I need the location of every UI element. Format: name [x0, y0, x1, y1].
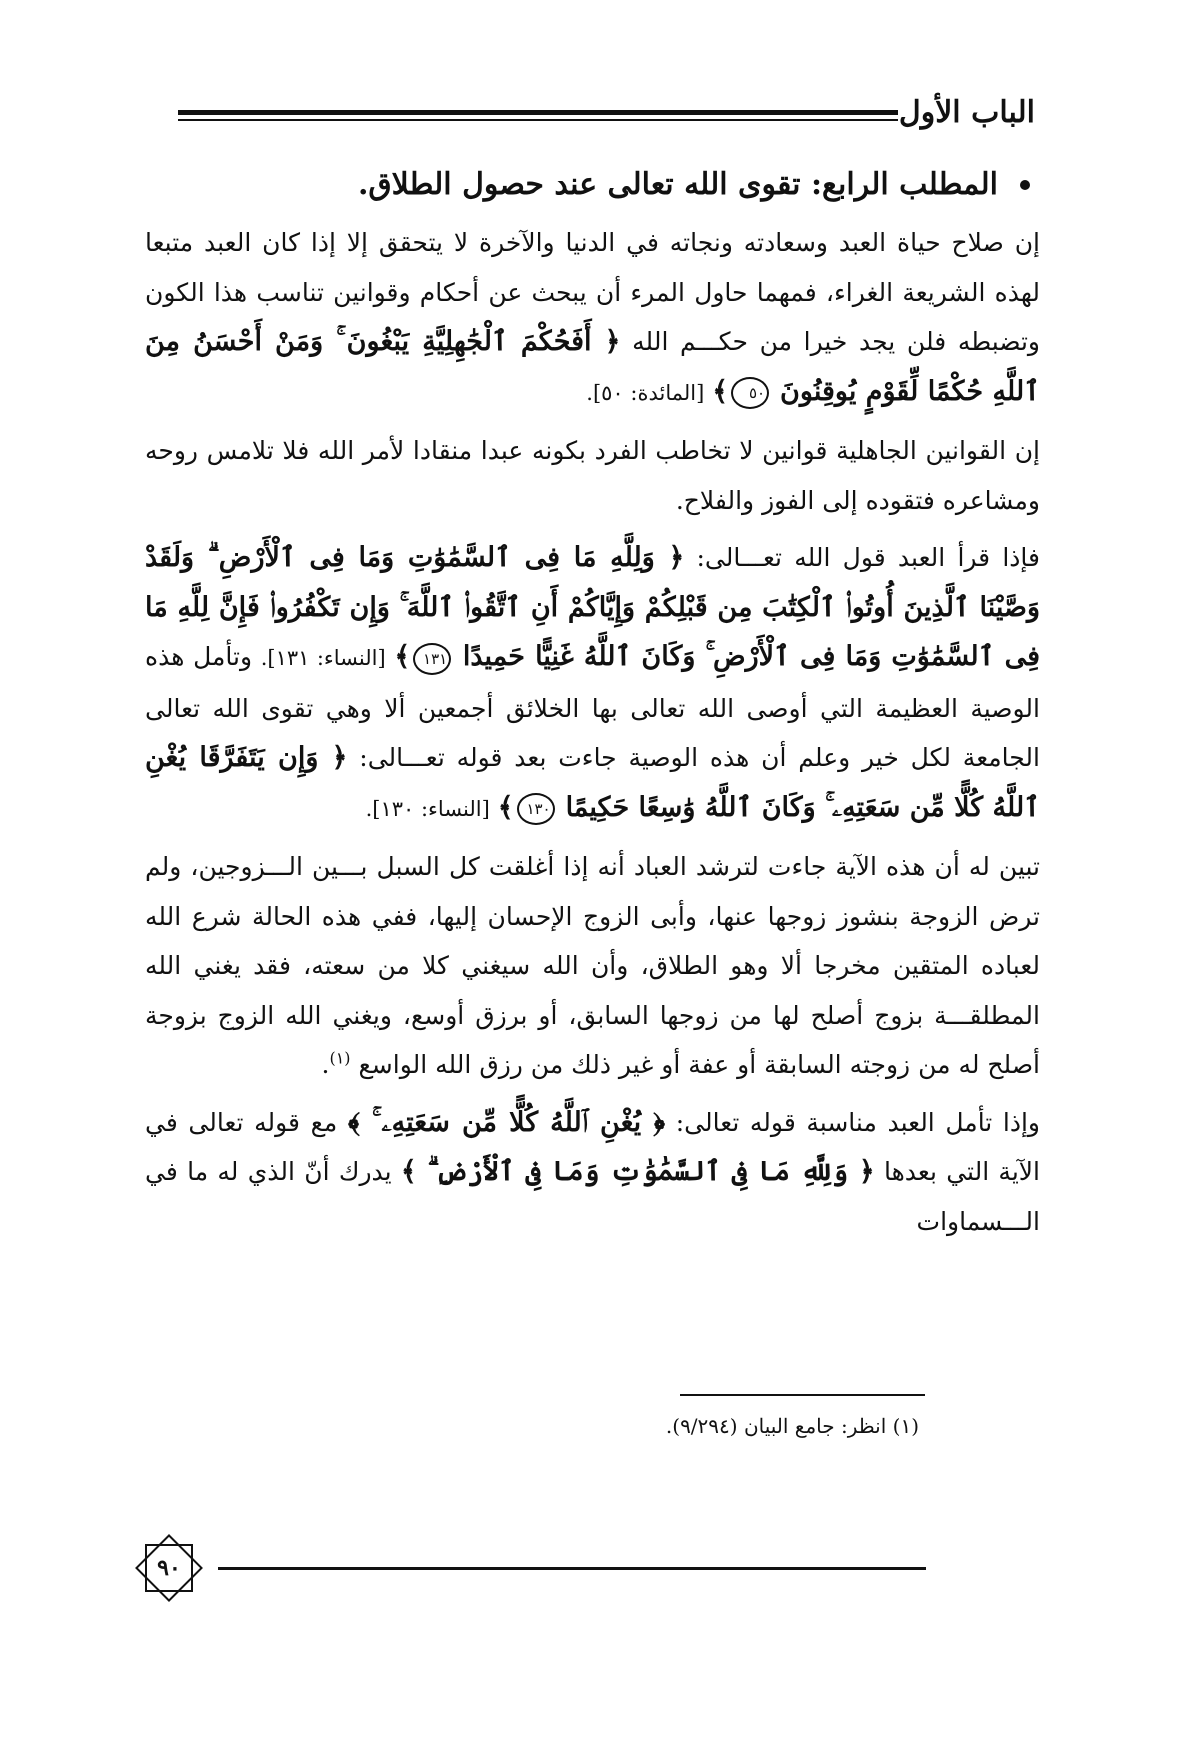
paragraph-3-text-a: فإذا قرأ العبد قول الله تعـــالى: [684, 543, 1040, 572]
paragraph-4-end: . [321, 1050, 330, 1079]
paragraph-1 [145, 218, 1040, 418]
chapter-title: الباب الأول [898, 95, 1035, 130]
verse-reference: [المائدة: ٥٠]. [586, 380, 705, 405]
ayah-number-marker: ٥٠ [731, 377, 769, 409]
verse-reference: [النساء: ١٣١]. [260, 646, 386, 670]
ayah-number-marker: ١٣١ [413, 643, 451, 675]
footnote-marker[interactable]: (١) [329, 1048, 351, 1068]
quran-verse-nisa-130: ﴿ وَإِن يَتَفَرَّقَا يُغْنِ ٱللَّهُ كُلًّا مِّن سَعَتِهِۦ ۚ وَكَانَ ٱللَّهُ وَٰسِعًا حَكِيمًا [145, 742, 1040, 823]
verse-close-bracket: ﴾ [394, 641, 411, 672]
paragraph-2 [145, 426, 1040, 525]
paragraph-5 [145, 1098, 1040, 1247]
paragraph-3 [145, 533, 1040, 834]
paragraph-4-text: تبين له أن هذه الآية جاءت لترشد العباد أنه إذا أغلقت كل السبل بـــين الـــزوجين، ولم ترض الزوجة بنشوز زوجها عنها، وأبى الزوج الإحسان إليها، ففي هذه الحالة شرع الله لعباده المتقين مخرجا ألا وهو الطلاق، وأن الله سيغني كلا من سعته، فقد يغني الله المطلقـــة بزوج أصلح لها من زوجها السابق، أو برزق أوسع، ويغني الله الزوج بزوجة أصلح له من زوجته السابقة أو عفة أو غير ذلك من رزق الله الواسع [145, 852, 1040, 1079]
verse-reference: [النساء: ١٣٠]. [365, 796, 490, 821]
footer-rule [218, 1567, 926, 1570]
header-rule-thick [178, 110, 898, 115]
ayah-number-marker: ١٣٠ [517, 793, 555, 825]
main-content [145, 158, 1040, 1254]
footnote: (١) انظر: جامع البيان (٩/٢٩٤). [665, 1414, 919, 1438]
quran-verse-maidah-50: ﴿ أَفَحُكْمَ ٱلْجَٰهِلِيَّةِ يَبْغُونَ ۚ وَمَنْ أَحْسَنُ مِنَ ٱللَّهِ حُكْمًا لِّقَوْمٍ يُوقِنُونَ [145, 326, 1040, 407]
header-rule-thin [178, 119, 898, 121]
header-rule [178, 110, 898, 124]
verse-close-bracket: ﴾ [497, 791, 514, 823]
paragraph-2-text: إن القوانين الجاهلية قوانين لا تخاطب الفرد بكونه عبدا منقادا لأمر الله فلا تلامس روحه ومشاعره فتقوده إلى الفوز والفلاح. [145, 436, 1040, 515]
footnote-separator [680, 1394, 925, 1396]
page-number: ٩٠ [157, 1555, 181, 1581]
paragraph-4 [145, 842, 1040, 1090]
quran-verse-inline-1: ﴿ يُغْنِ ٱللَّهُ كُلًّا مِّن سَعَتِهِۦ ۚ ﴾ [347, 1106, 666, 1138]
verse-close-bracket: ﴾ [712, 375, 729, 407]
bullet-icon [1020, 180, 1030, 190]
section-heading [145, 158, 1030, 212]
page-number-badge [132, 1531, 206, 1605]
paragraph-3-text-b: وتأمل هذه الوصية العظيمة التي أوصى الله تعالى بها الخلائق أجمعين ألا وهي تقوى الله تعالى الجامعة لكل خير وعلم أن هذه الوصية جاءت بعد قوله تعـــالى: [145, 642, 1040, 772]
quran-verse-nisa-131: ﴿ وَلِلَّهِ مَا فِى ٱلسَّمَٰوَٰتِ وَمَا فِى ٱلْأَرْضِ ۗ وَلَقَدْ وَصَّيْنَا ٱلَّذِينَ أُوتُوا۟ ٱلْكِتَٰبَ مِن قَبْلِكُمْ وَإِيَّاكُمْ أَنِ ٱتَّقُوا۟ ٱللَّهَ ۚ وَإِن تَكْفُرُوا۟ فَإِنَّ لِلَّهِ مَا فِى ٱلسَّمَٰوَٰتِ وَمَا فِى ٱلْأَرْضِ ۚ وَكَانَ ٱللَّهُ غَنِيًّا حَمِيدًا [145, 542, 1040, 672]
paragraph-5-text-c: يدرك أنّ الذي له ما في الـــسماوات [145, 1157, 1040, 1236]
quran-verse-inline-2: ﴿ وَلِلَّهِ مَا فِى ٱلسَّمَٰوَٰتِ وَمَا فِى ٱلْأَرْضِ ۗ ﴾ [400, 1156, 875, 1187]
paragraph-5-text-b: مع قوله تعالى في الآية التي بعدها [145, 1107, 1041, 1186]
section-heading-text: المطلب الرابع: تقوى الله تعالى عند حصول الطلاق. [357, 167, 998, 202]
paragraph-1-text: إن صلاح حياة العبد وسعادته ونجاته في الدنيا والآخرة لا يتحقق إلا إذا كان العبد متبعا لهذه الشريعة الغراء، فمهما حاول المرء أن يبحث عن أحكام وقوانين تناسب هذا الكون وتضبطه فلن يجد خيرا من حكـــم الله [145, 228, 1040, 356]
paragraph-5-text-a: وإذا تأمل العبد مناسبة قوله تعالى: [665, 1107, 1040, 1137]
